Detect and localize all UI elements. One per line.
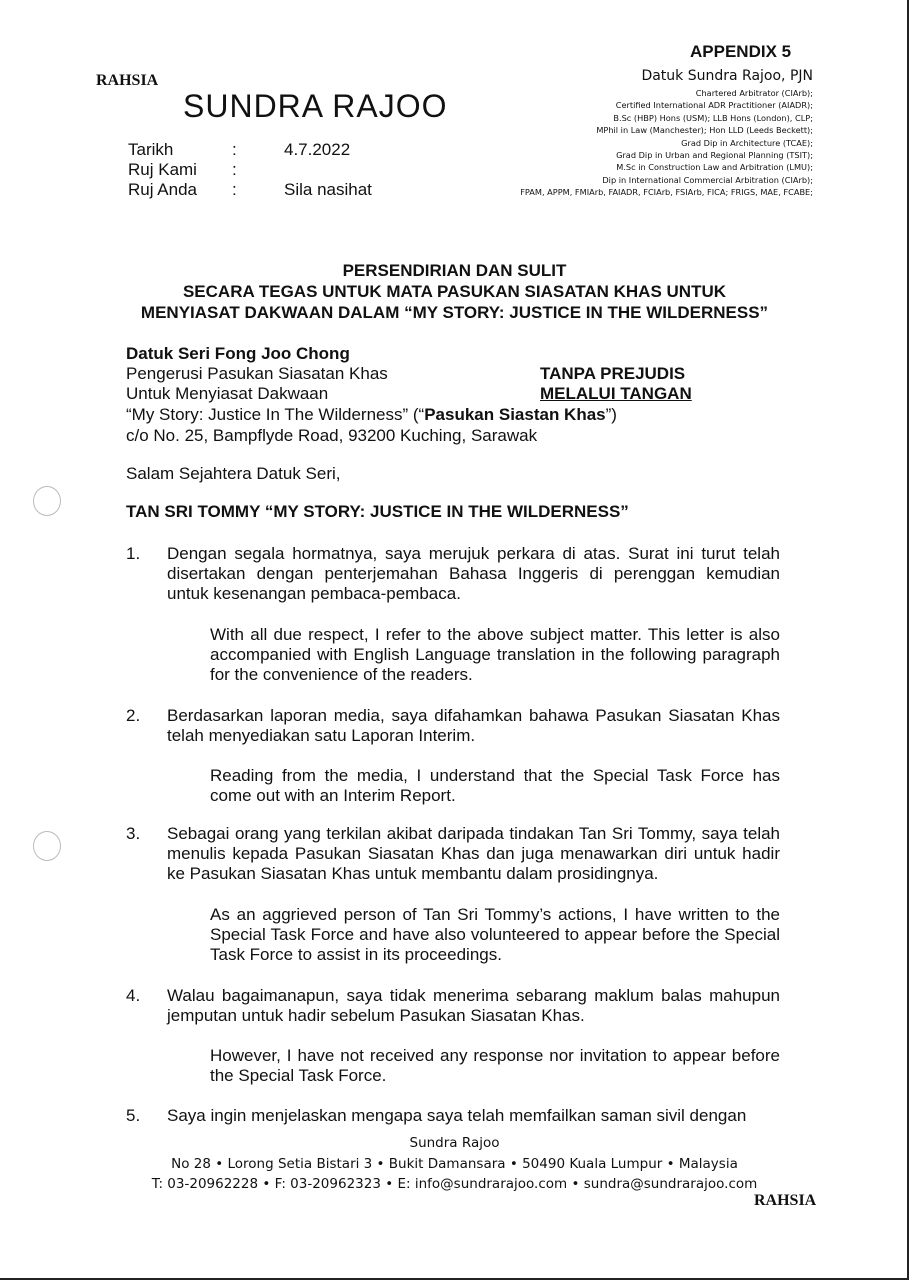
credential-line: FPAM, APPM, FMIArb, FAIADR, FCIArb, FSIArb, FICA; FRIGS, MAE, FCABE;	[520, 187, 813, 198]
classification-top: RAHSIA	[96, 72, 159, 89]
footer-address: No 28 • Lorong Setia Bistari 3 • Bukit Damansara • 50490 Kuala Lumpur • Malaysia	[171, 1156, 738, 1172]
footer-contact: T: 03-20962228 • F: 03-20962323 • E: info@sundrarajoo.com • sundra@sundrarajoo.com	[151, 1176, 758, 1192]
paragraph-3-malay: Sebagai orang yang terkilan akibat daripada tindakan Tan Sri Tommy, saya telah menulis kepada Pasukan Siasatan Khas dan juga menawarkan diri untuk hadir ke Pasukan Siasatan Khas untuk membantu dalam prosidingnya.	[167, 824, 780, 883]
meta-date-row	[128, 140, 350, 160]
addressee-line-2: Untuk Menyiasat Dakwaan	[126, 384, 329, 403]
credentials-name: Datuk Sundra Rajoo, PJN	[641, 68, 813, 84]
credential-line: B.Sc (HBP) Hons (USM); LLB Hons (London), CLP;	[613, 112, 813, 123]
addressee-line-4: c/o No. 25, Bampflyde Road, 93200 Kuching, Sarawak	[126, 426, 538, 445]
paragraph-1-malay: Dengan segala hormatnya, saya merujuk perkara di atas. Surat ini turut telah disertakan dengan penterjemahan Bahasa Inggeris di perenggan kemudian untuk kesenangan pembaca-pembaca.	[167, 544, 780, 603]
punch-hole-bottom	[33, 831, 61, 861]
salutation: Salam Sejahtera Datuk Seri,	[126, 464, 341, 483]
credential-line: Chartered Arbitrator (CIArb);	[695, 88, 813, 98]
paragraph-number: 4.	[126, 986, 141, 1005]
meta-value: 4.7.2022	[284, 140, 351, 159]
classification-bottom: RAHSIA	[754, 1192, 817, 1209]
credential-line: Grad Dip in Urban and Regional Planning (TSIT);	[616, 150, 813, 161]
by-hand-badge: MELALUI TANGAN	[540, 384, 692, 403]
credential-line: Dip in International Commercial Arbitration (CIArb);	[602, 174, 813, 185]
credential-line: Certified International ADR Practitioner (AIADR);	[615, 100, 813, 111]
paragraph-number: 3.	[126, 824, 141, 843]
paragraph-4-malay: Walau bagaimanapun, saya tidak menerima sebarang maklum balas mahupun jemputan untuk hadir sebelum Pasukan Siasatan Khas.	[167, 986, 780, 1025]
addressee-line-1: Pengerusi Pasukan Siasatan Khas	[126, 364, 388, 383]
credential-line: Grad Dip in Architecture (TCAE);	[681, 137, 813, 148]
meta-colon: :	[232, 140, 237, 159]
meta-value: Sila nasihat	[284, 180, 372, 199]
addressee-line-3-pre: “My Story: Justice In The Wilderness” (“	[126, 405, 425, 424]
without-prejudice-badge: TANPA PREJUDIS	[540, 364, 686, 383]
paragraph-number: 1.	[126, 544, 141, 563]
paragraph-5-malay: Saya ingin menjelaskan mengapa saya telah memfailkan saman sivil dengan	[167, 1106, 747, 1125]
heading-line-2: SECARA TEGAS UNTUK MATA PASUKAN SIASATAN KHAS UNTUK	[182, 282, 727, 301]
meta-label: Ruj Anda	[128, 180, 197, 199]
letterhead-brand: SUNDRA RAJOO	[183, 88, 448, 124]
heading-line-3: MENYIASAT DAKWAAN DALAM “MY STORY: JUSTICE IN THE WILDERNESS”	[140, 303, 769, 322]
meta-colon: :	[232, 180, 237, 199]
credentials-block	[520, 68, 813, 199]
paragraph-4-english: However, I have not received any response nor invitation to appear before the Special Task Force.	[210, 1046, 780, 1085]
punch-hole-top	[33, 486, 61, 516]
subject-line: TAN SRI TOMMY “MY STORY: JUSTICE IN THE WILDERNESS”	[126, 502, 629, 521]
credential-line: M.Sc in Construction Law and Arbitration (LMU);	[616, 162, 813, 173]
paragraph-2-malay: Berdasarkan laporan media, saya difahamkan bahawa Pasukan Siasatan Khas telah menyediakan satu Laporan Interim.	[167, 706, 780, 745]
paragraph-number: 5.	[126, 1106, 141, 1125]
paragraph-2-english: Reading from the media, I understand that the Special Task Force has come out with an Interim Report.	[210, 766, 780, 805]
addressee-line-3-bold: Pasukan Siastan Khas	[424, 405, 606, 424]
paragraph-1-english: With all due respect, I refer to the above subject matter. This letter is also accompanied with English Language translation in the following paragraph for the convenience of the readers.	[210, 625, 780, 684]
paragraph-3-english: As an aggrieved person of Tan Sri Tommy’s actions, I have written to the Special Task Force and have also volunteered to appear before the Special Task Force to assist in its proceedings.	[210, 905, 780, 964]
meta-label: Tarikh	[128, 140, 174, 159]
meta-label: Ruj Kami	[128, 160, 197, 179]
addressee-name: Datuk Seri Fong Joo Chong	[126, 344, 350, 363]
heading-line-1: PERSENDIRIAN DAN SULIT	[342, 261, 567, 280]
meta-your-ref-row	[128, 180, 372, 200]
credential-line: MPhil in Law (Manchester); Hon LLD (Leeds Beckett);	[596, 125, 813, 136]
addressee-line-3	[126, 405, 617, 425]
paragraph-number: 2.	[126, 706, 141, 725]
meta-our-ref-row	[128, 160, 284, 180]
appendix-label: APPENDIX 5	[690, 42, 792, 61]
addressee-line-3-post: ”)	[605, 405, 617, 424]
meta-colon: :	[232, 160, 237, 179]
footer-name: Sundra Rajoo	[409, 1135, 500, 1151]
